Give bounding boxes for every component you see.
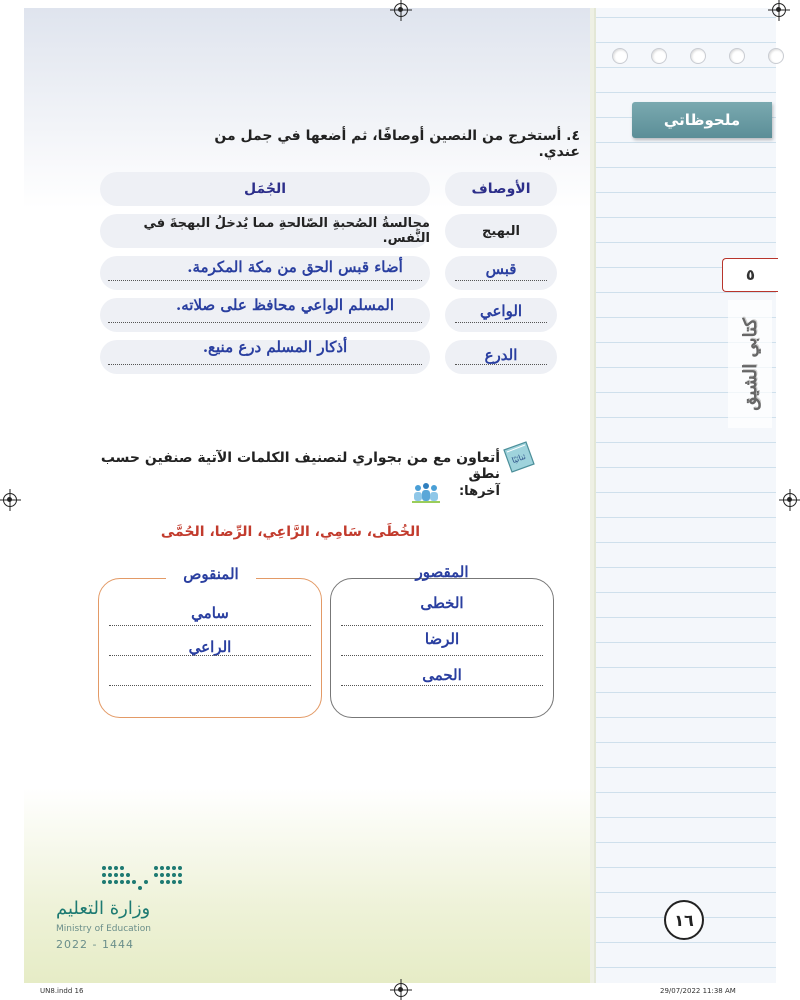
answer-dotted-line — [341, 655, 543, 656]
manqus-box-title: المنقوص — [166, 565, 256, 583]
answer-dotted-line — [109, 625, 311, 626]
binder-hole-icon — [612, 48, 628, 64]
notes-tab — [632, 102, 772, 138]
binder-hole-icon — [690, 48, 706, 64]
manqus-item: سامي — [191, 604, 229, 622]
answer-dotted-line — [108, 322, 422, 323]
words-to-classify: الخُطَى، سَامِي، الرَّاعِي، الرِّضا، الحُمَّى — [160, 524, 420, 540]
pair-work-badge-text: ثنائيًا — [510, 451, 528, 466]
table-row-word — [445, 340, 557, 374]
table-row-word — [445, 298, 557, 332]
manqus-box — [98, 565, 322, 718]
row-word-handwritten: الواعي — [479, 302, 523, 320]
table-row-sentence — [100, 214, 430, 248]
footer-file-name: UN8.indd 16 — [40, 987, 84, 995]
answer-dotted-line — [341, 625, 543, 626]
table-row-word — [445, 256, 557, 290]
unit-title-vertical — [728, 300, 772, 428]
maqsur-box-title: المقصور — [415, 563, 469, 581]
question-title: ٤. أستخرج من النصين أوصافًا، ثم أضعها في جمل من عندي. — [214, 128, 580, 160]
collab-instruction-continued: آخرها: — [458, 484, 500, 499]
column-header-descriptions — [445, 172, 557, 206]
table-row-word — [445, 214, 557, 248]
row-sentence-handwritten: المسلم الواعي محافظ على صلاته. — [176, 296, 394, 314]
binder-hole-icon — [729, 48, 745, 64]
manqus-item: الراعي — [188, 638, 232, 656]
unit-number: ٥ — [745, 266, 756, 284]
collab-instruction: أتعاون مع من بجواري لتصنيف الكلمات الآتية صنفين حسب نطق — [100, 450, 500, 482]
answer-dotted-line — [108, 280, 422, 281]
registration-mark-icon — [783, 493, 797, 507]
maqsur-box — [330, 563, 554, 718]
row-sentence-handwritten: أضاء قبس الحق من مكة المكرمة. — [187, 258, 403, 276]
column-header-sentences-label: الجُمَل — [243, 181, 287, 197]
registration-mark-icon — [394, 983, 408, 997]
answer-dotted-line — [341, 685, 543, 686]
answer-dotted-line — [455, 364, 547, 365]
page-number-text: ١٦ — [674, 910, 694, 930]
answer-dotted-line — [109, 655, 311, 656]
maqsur-item: الرضا — [424, 630, 460, 648]
ministry-year: 2022 - 1444 — [56, 938, 134, 951]
registration-mark-icon — [772, 3, 786, 17]
column-header-descriptions-label: الأوصاف — [471, 181, 531, 197]
row-word-handwritten: قبس — [485, 260, 517, 278]
ministry-logo-icon — [98, 862, 190, 896]
page-number — [664, 900, 704, 940]
row-word-text: البهيج — [482, 223, 520, 239]
binder-hole-icon — [768, 48, 784, 64]
maqsur-item: الحمى — [422, 666, 462, 684]
column-header-sentences — [100, 172, 430, 206]
unit-title-text: كتابي الشيق — [739, 317, 761, 411]
row-word-handwritten: الدرع — [484, 346, 518, 364]
answer-dotted-line — [108, 364, 422, 365]
notes-tab-label: ملحوظاتي — [663, 111, 741, 129]
row-sentence-text: مجالسةُ الصُحبةِ الصّالحةِ مما يُدخلُ البهجةَ في النَّفس. — [143, 216, 430, 246]
answer-dotted-line — [109, 685, 311, 686]
ministry-name-english: Ministry of Education — [56, 924, 151, 934]
binder-hole-icon — [651, 48, 667, 64]
unit-number-box — [722, 258, 778, 292]
pair-work-badge-icon — [500, 440, 536, 474]
footer-date: 29/07/2022 11:38 AM — [660, 987, 736, 995]
ministry-name-arabic: وزارة التعليم — [56, 898, 151, 919]
row-sentence-handwritten: أذكار المسلم درع منيع. — [202, 338, 348, 356]
group-people-icon — [411, 481, 441, 505]
registration-mark-icon — [3, 493, 17, 507]
answer-dotted-line — [455, 322, 547, 323]
binder-holes — [612, 48, 784, 64]
table-row-sentence — [100, 298, 430, 332]
answer-dotted-line — [455, 280, 547, 281]
notes-notebook-strip — [594, 8, 776, 983]
table-row-sentence — [100, 256, 430, 290]
maqsur-item: الخطى — [420, 594, 464, 612]
registration-mark-icon — [394, 3, 408, 17]
table-row-sentence — [100, 340, 430, 374]
